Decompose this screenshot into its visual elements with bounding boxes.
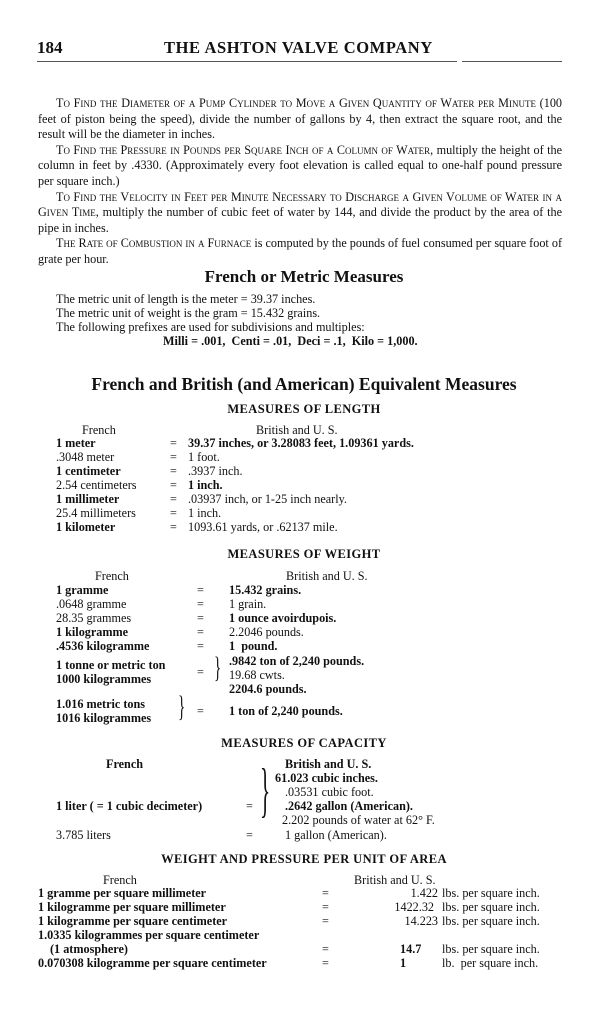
table-row-british: 39.37 inches, or 3.28083 feet, 1.09361 yards. — [188, 436, 414, 450]
paragraph-pump-diameter: To Find the Diameter of a Pump Cylinder to Move a Given Quantity of Water per Minute (100 feet of piston being the speed), divide the number of gallons by 4, then extract the square root, and the result will be the diameter in inches. — [38, 96, 563, 142]
equals-sign: = — [322, 956, 329, 970]
table-row-french: 1 gramme per square millimeter — [38, 886, 207, 900]
equals-sign: = — [322, 900, 329, 914]
table-row-value: 1 — [400, 956, 407, 970]
equals-sign: = — [197, 583, 204, 597]
length-col-french: French — [82, 423, 116, 437]
table-row-unit: lbs. per square inch. — [442, 942, 540, 956]
table-row-french: 1 kilogramme per square millimeter — [38, 900, 226, 914]
liter-british-line: 61.023 cubic inches. — [275, 771, 378, 785]
equals-sign: = — [170, 506, 177, 520]
table-row-unit: lbs. per square inch. — [442, 886, 540, 900]
equals-sign: = — [170, 436, 177, 450]
table-row-french: .0648 gramme — [56, 597, 127, 611]
liter-british-line: 2.202 pounds of water at 62° F. — [282, 813, 435, 827]
group-british-line: 1 ton of 2,240 pounds. — [229, 704, 343, 718]
table-row-french: 2.54 centimeters — [56, 478, 137, 492]
table-row-unit: lbs. per square inch. — [442, 900, 540, 914]
capacity-col-french: French — [106, 757, 144, 771]
brace-icon: } — [178, 690, 186, 723]
equals-sign: = — [246, 828, 253, 842]
table-row-french: 28.35 grammes — [56, 611, 132, 625]
table-row-british: 2.2046 pounds. — [229, 625, 304, 639]
liter-british-line: .2642 gallon (American). — [285, 799, 413, 813]
group-french-line: 1000 kilogrammes — [56, 672, 152, 686]
group-british-line: .9842 ton of 2,240 pounds. — [229, 654, 365, 668]
brace-icon: } — [214, 651, 222, 684]
table-row-value: 1.422 — [410, 886, 438, 900]
table-row-unit: lb. per square inch. — [442, 956, 539, 970]
paragraph-pressure: To Find the Pressure in Pounds per Square Inch of a Column of Water, multiply the height of the column in feet by .4330. (Approximately every foot elevation is called equal to one-half pound pressure per square inch.) — [38, 142, 562, 188]
table-row-unit: lbs. per square inch. — [442, 914, 540, 928]
metric-section-title: French or Metric Measures — [204, 267, 404, 286]
liter-french: 1 liter ( = 1 cubic decimeter) — [56, 799, 203, 813]
capacity-col-british: British and U. S. — [285, 757, 372, 771]
table-row-french: 1 centimeter — [56, 464, 121, 478]
header-rule — [37, 61, 457, 62]
paragraph-combustion: The Rate of Combustion in a Furnace is computed by the pounds of fuel consumed per square foot of grate per hour. — [38, 236, 563, 266]
running-title: THE ASHTON VALVE COMPANY — [164, 38, 433, 57]
table-row-french-note: (1 atmosphere) — [50, 942, 128, 956]
page-number: 184 — [37, 38, 63, 57]
equals-sign: = — [170, 450, 177, 464]
pressure-table-title: WEIGHT AND PRESSURE PER UNIT OF AREA — [161, 852, 447, 866]
liter-british-line: .03531 cubic foot. — [285, 785, 374, 799]
table-row-british: 1 inch. — [188, 478, 223, 492]
equals-sign: = — [170, 492, 177, 506]
equivalents-section-title: French and British (and American) Equivalent Measures — [91, 374, 517, 394]
capacity-table-title: MEASURES OF CAPACITY — [221, 736, 387, 750]
equals-sign: = — [322, 942, 329, 956]
equals-sign: = — [197, 665, 204, 679]
pressure-col-french: French — [103, 873, 137, 887]
table-row-french: .3048 meter — [56, 450, 115, 464]
table-row-french: 0.070308 kilogramme per square centimeter — [38, 956, 267, 970]
equals-sign: = — [170, 464, 177, 478]
table-row-british: 1 grain. — [229, 597, 267, 611]
paragraph-velocity: To Find the Velocity in Feet per Minute Necessary to Discharge a Given Volume of Water in a Given Time, multiply the number of cubic feet of water by 144, and divide the product by the area of the pipe in inches. — [38, 189, 562, 235]
metric-line: The metric unit of length is the meter = 39.37 inches. — [56, 292, 316, 306]
metric-line: The following prefixes are used for subdivisions and multiples: — [56, 320, 365, 334]
metric-prefixes: Milli = .001, Centi = .01, Deci = .1, Kilo = 1,000. — [163, 334, 418, 348]
table-row-british: 1 gallon (American). — [285, 828, 387, 842]
weight-col-british: British and U. S. — [286, 569, 368, 583]
table-row-british: 1 inch. — [188, 506, 222, 520]
table-row-value: 14.7 — [400, 942, 422, 956]
table-row-french: 1 meter — [56, 436, 96, 450]
table-row-value: 1422.32 — [394, 900, 434, 914]
table-row-value: 14.223 — [404, 914, 438, 928]
group-french-line: 1.016 metric tons — [56, 697, 146, 711]
intro-paragraphs — [38, 96, 562, 268]
equals-sign: = — [197, 639, 204, 653]
equals-sign: = — [197, 597, 204, 611]
group-british-line: 2204.6 pounds. — [229, 682, 307, 696]
table-row-french: 3.785 liters — [56, 828, 111, 842]
table-row-british: .03937 inch, or 1-25 inch nearly. — [188, 492, 347, 506]
table-row-british: 15.432 grains. — [229, 583, 302, 597]
length-table-title: MEASURES OF LENGTH — [227, 402, 381, 416]
table-row-french: 25.4 millimeters — [56, 506, 136, 520]
length-col-british: British and U. S. — [256, 423, 338, 437]
equals-sign: = — [197, 625, 204, 639]
table-row-french: .4536 kilogramme — [56, 639, 150, 653]
equals-sign: = — [197, 704, 204, 718]
table-row-british: 1 pound. — [229, 639, 278, 653]
table-row-french: 1 kilogramme — [56, 625, 129, 639]
equals-sign: = — [170, 520, 177, 534]
equals-sign: = — [246, 799, 253, 813]
equals-sign: = — [322, 886, 329, 900]
table-row-british: 1 foot. — [188, 450, 220, 464]
brace-icon: } — [260, 757, 271, 823]
equals-sign: = — [170, 478, 177, 492]
equals-sign: = — [322, 914, 329, 928]
table-row-british: 1 ounce avoirdupois. — [229, 611, 337, 625]
group-french-line: 1 tonne or metric ton — [56, 658, 166, 672]
header-rule-right — [462, 61, 562, 62]
table-row-french: 1 kilogramme per square centimeter — [38, 914, 228, 928]
group-french-line: 1016 kilogrammes — [56, 711, 152, 725]
table-row-british: .3937 inch. — [188, 464, 243, 478]
table-row-british: 1093.61 yards, or .62137 mile. — [188, 520, 338, 534]
table-row-french: 1.0335 kilogrammes per square centimeter — [38, 928, 260, 942]
weight-col-french: French — [95, 569, 129, 583]
weight-table-title: MEASURES OF WEIGHT — [227, 547, 381, 561]
group-british-line: 19.68 cwts. — [229, 668, 285, 682]
table-row-french: 1 kilometer — [56, 520, 116, 534]
equals-sign: = — [197, 611, 204, 625]
table-row-french: 1 millimeter — [56, 492, 120, 506]
table-row-french: 1 gramme — [56, 583, 109, 597]
metric-line: The metric unit of weight is the gram = 15.432 grains. — [56, 306, 321, 320]
pressure-col-british: British and U. S. — [354, 873, 436, 887]
